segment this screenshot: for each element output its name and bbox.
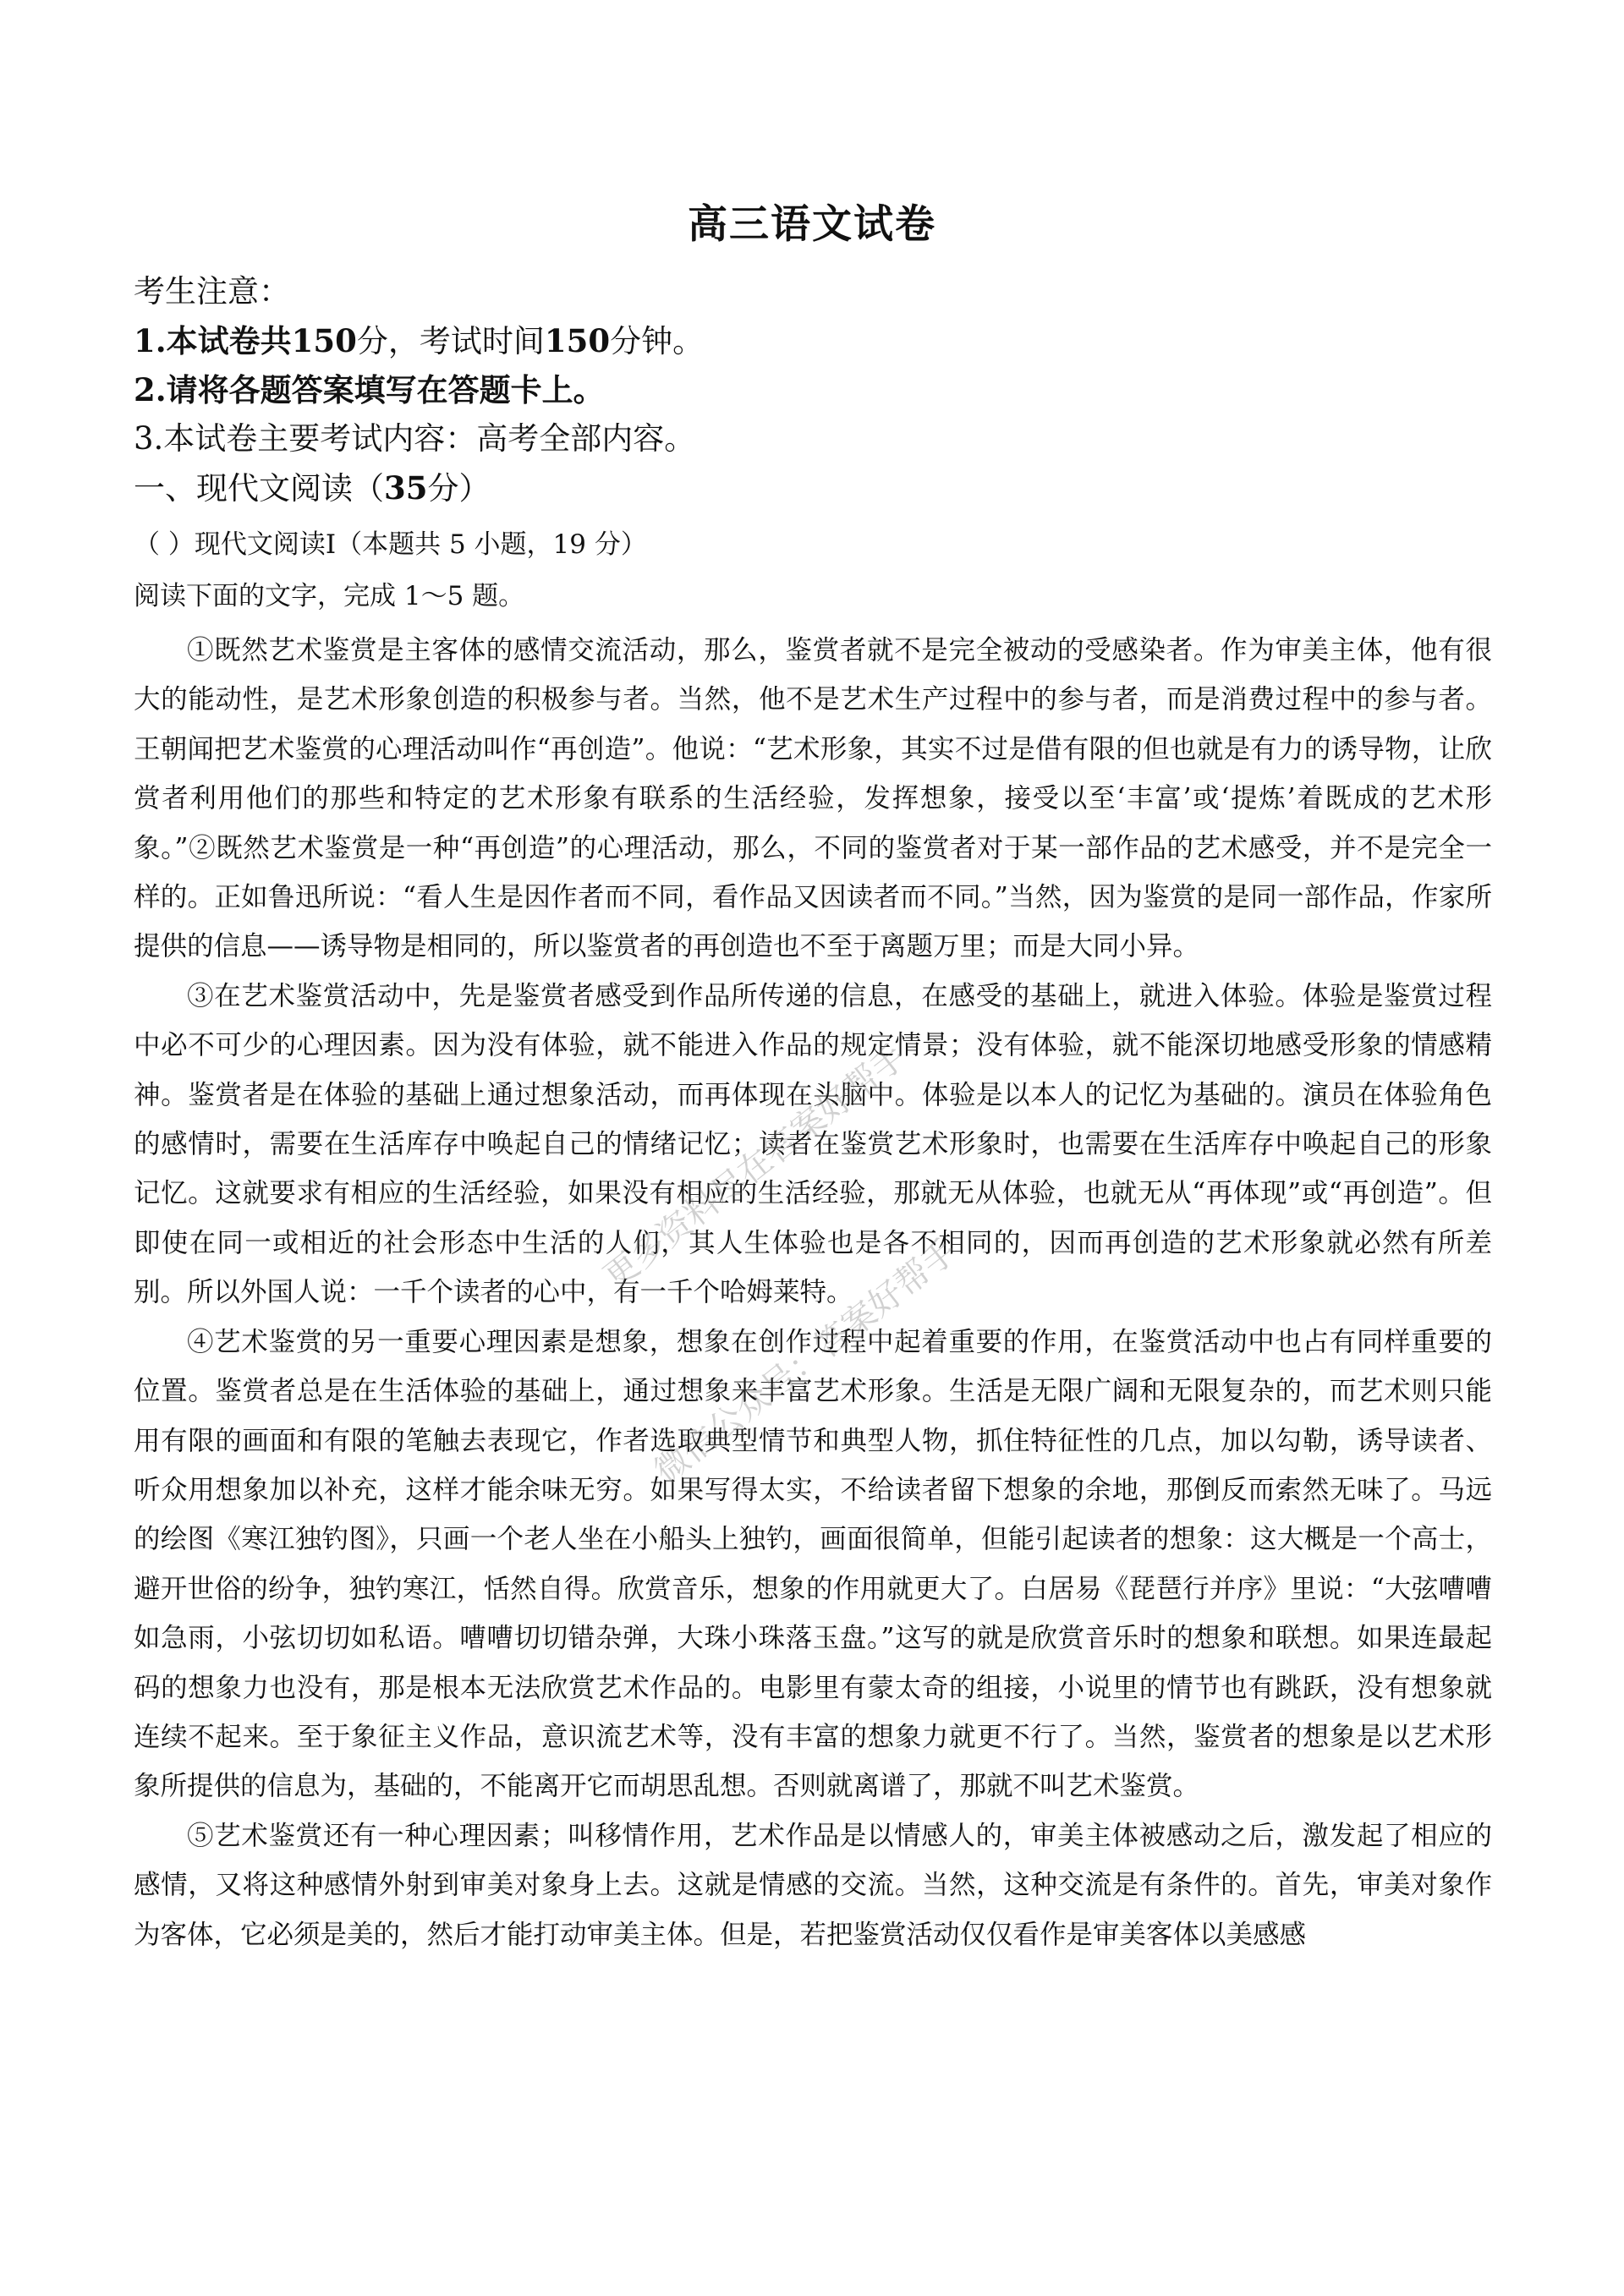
passage-paragraph-4: ⑤艺术鉴赏还有一种心理因素；叫移情作用，艺术作品是以情感人的，审美主体被感动之后，激发起了相应的感情，又将这种感情外射到审美对象身上去。这就是情感的交流。当然，这种交流是有条件的。首先，审美对象作为客体，它必须是美的，然后才能打动审美主体。但是，若把鉴赏活动仅仅看作是审美客体以美感感 — [134, 1820, 1492, 1950]
watermark-line-2: 微信公众号：答案好帮手 — [647, 1231, 965, 1492]
notice-item-1-post: 分钟。 — [610, 323, 705, 359]
notice-item-1-score: 150 — [291, 322, 357, 359]
notice-item-1-pre: 1.本试卷共 — [134, 322, 292, 359]
passage-paragraph-1: ①既然艺术鉴赏是主客体的感情交流活动，那么，鉴赏者就不是完全被动的受感染者。作为审美主体，他有很大的能动性，是艺术形象创造的积极参与者。当然，他不是艺术生产过程中的参与者，而是消费过程中的参与者。王朝闻把艺术鉴赏的心理活动叫作“再创造”。他说：“艺术形象，其实不过是借有限的但也就是有力的诱导物，让欣赏者利用他们的那些和特定的艺术形象有联系的生活经验，发挥想象，接受以至‘丰富’或‘提炼’着既成的艺术形象。”②既然艺术鉴赏是一种“再创造”的心理活动，那么，不同的鉴赏者对于某一部作品的艺术感受，并不是完全一样的。正如鲁迅所说：“看人生是因作者而不同，看作品又因读者而不同。”当然，因为鉴赏的是同一部作品，作家所提供的信息——诱导物是相同的，所以鉴赏者的再创造也不至于离题万里；而是大同小异。 — [134, 635, 1492, 962]
notice-item-1-mid: 分，考试时间 — [356, 323, 545, 359]
section-heading-pre: 一、现代文阅读（ — [134, 470, 384, 507]
notice-item-3: 3.本试卷主要考试内容：高考全部内容。 — [134, 420, 696, 457]
section-heading-post: 分） — [427, 470, 491, 507]
notice-item-1 — [134, 320, 704, 363]
passage-paragraph-2: ③在艺术鉴赏活动中，先是鉴赏者感受到作品所传递的信息，在感受的基础上，就进入体验。体验是鉴赏过程中必不可少的心理因素。因为没有体验，就不能进入作品的规定情景；没有体验，就不能深切地感受形象的情感精神。鉴赏者是在体验的基础上通过想象活动，而再体现在头脑中。体验是以本人的记忆为基础的。演员在体验角色的感情时，需要在生活库存中唤起自己的情绪记忆；读者在鉴赏艺术形象时，也需要在生活库存中唤起自己的形象记忆。这就要求有相应的生活经验，如果没有相应的生活经验，那就无从体验，也就无从“再体现”或“再创造”。但即使在同一或相近的社会形态中生活的人们，其人生体验也是各不相同的，因而再创造的艺术形象就必然有所差别。所以外国人说：一千个读者的心中，有一千个哈姆莱特。 — [134, 980, 1492, 1308]
subsection-heading: （ ）现代文阅读Ⅰ（本题共 5 小题，19 分） — [134, 529, 647, 560]
reading-passage — [134, 626, 1492, 1959]
watermark-line-1: 更多资料尽在答案好帮手 — [596, 1037, 914, 1297]
passage-paragraph-3: ④艺术鉴赏的另一重要心理因素是想象，想象在创作过程中起着重要的作用，在鉴赏活动中也占有同样重要的位置。鉴赏者总是在生活体验的基础上，通过想象来丰富艺术形象。生活是无限广阔和无限复杂的，而艺术则只能用有限的画面和有限的笔触去表现它，作者选取典型情节和典型人物，抓住特征性的几点，加以勾勒，诱导读者、听众用想象加以补充，这样才能余味无穷。如果写得太实，不给读者留下想象的余地，那倒反而索然无味了。马远的绘图《寒江独钓图》，只画一个老人坐在小船头上独钓，画面很简单，但能引起读者的想象：这大概是一个高士，避开世俗的纷争，独钓寒江，恬然自得。欣赏音乐，想象的作用就更大了。白居易《琵琶行并序》里说：“大弦嘈嘈如急雨，小弦切切如私语。嘈嘈切切错杂弹，大珠小珠落玉盘。”这写的就是欣赏音乐时的想象和联想。如果连最起码的想象力也没有，那是根本无法欣赏艺术作品的。电影里有蒙太奇的组接，小说里的情节也有跳跃，没有想象就连续不起来。至于象征主义作品，意识流艺术等，没有丰富的想象力就更不行了。当然，鉴赏者的想象是以艺术形象所提供的信息为，基础的，不能离开它而胡思乱想。否则就离谱了，那就不叫艺术鉴赏。 — [134, 1326, 1492, 1802]
page-title: 高三语文试卷 — [688, 201, 936, 248]
section-heading-score: 35 — [384, 469, 428, 507]
notice-item-2: 2.请将各题答案填写在答题卡上。 — [134, 371, 605, 408]
section-heading — [134, 467, 491, 510]
reading-instruction: 阅读下面的文字，完成 1～5 题。 — [134, 581, 525, 611]
notice-heading: 考生注意： — [134, 273, 290, 310]
notice-item-1-time: 150 — [544, 322, 611, 359]
